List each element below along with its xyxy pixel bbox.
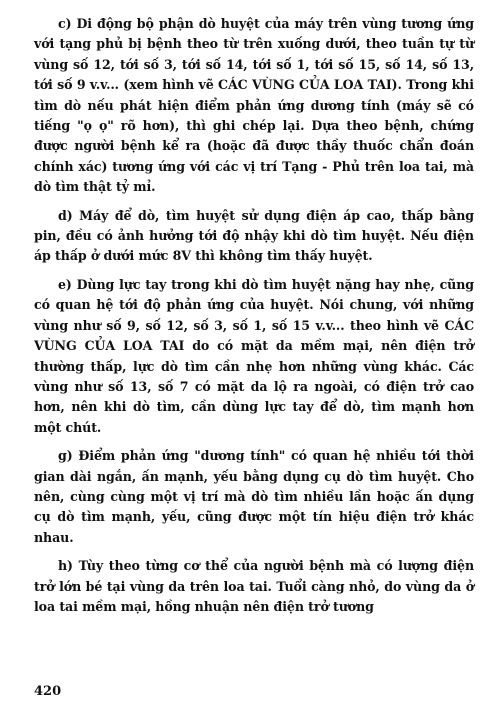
paragraph-d: d) Máy để dò, tìm huyệt sử dụng điện áp cao, thấp bằng pin, đều có ảnh hưởng tới độ nhậy khi dò tìm huyệt. Nếu điện áp thấp ở dưới mức 8V thì không tìm thấy huyệt. (34, 207, 474, 264)
paragraph-c: c) Di động bộ phận dò huyệt của máy trên vùng tương ứng với tạng phủ bị bệnh theo từ trên xuống dưới, theo tuần tự từ vùng số 12, tới số 3, tới số 14, tới số 1, tới số 15, số 14, số 13, tới số 9 v.v... (xem hình vẽ CÁC VÙNG CỦA LOA TAI). Trong khi tìm dò nếu phát hiện điểm phản ứng dương tính (máy sẽ có tiếng "ọ ọ" rõ hơn), thì ghi chép lại. Dựa theo bệnh, chứng được người bệnh kể ra (hoặc đã được thầy thuốc chẩn đoán chính xác) tương ứng với các vị trí Tạng - Phủ trên loa tai, mà dò tìm thật tỷ mỉ. (34, 16, 474, 195)
paragraph-h: h) Tùy theo từng cơ thể của người bệnh mà có lượng điện trở lớn bé tại vùng da trên loa tai. Tuổi càng nhỏ, do vùng da ở loa tai mềm mại, hồng nhuận nên điện trở tương (34, 558, 474, 614)
paragraph-g: g) Điểm phản ứng "dương tính" có quan hệ nhiều tới thời gian dài ngắn, ấn mạnh, yếu bằng dụng cụ dò tìm huyệt. Cho nên, cùng cùng một vị trí mà dò tìm nhiều lần hoặc ấn dụng cụ dò tìm mạnh, yếu, cũng được một tín hiệu điện trở khác nhau. (34, 448, 474, 545)
paragraph-e: e) Dùng lực tay trong khi dò tìm huyệt nặng hay nhẹ, cũng có quan hệ tới độ phản ứng của huyệt. Nói chung, với những vùng như số 9, số 12, số 3, số 1, số 15 v.v... theo hình vẽ CÁC VÙNG CỦA LOA TAI do có mặt da mềm mại, nên điện trở thường thấp, lực dò tìm cần nhẹ hơn những vùng khác. Các vùng như số 13, số 7 có mặt da lộ ra ngoài, có điện trở cao hơn, nên khi dò tìm, cần dùng lực tay để dò, tìm mạnh hơn một chút. (34, 276, 474, 435)
page-body (34, 14, 474, 625)
page-number: 420 (34, 684, 62, 699)
